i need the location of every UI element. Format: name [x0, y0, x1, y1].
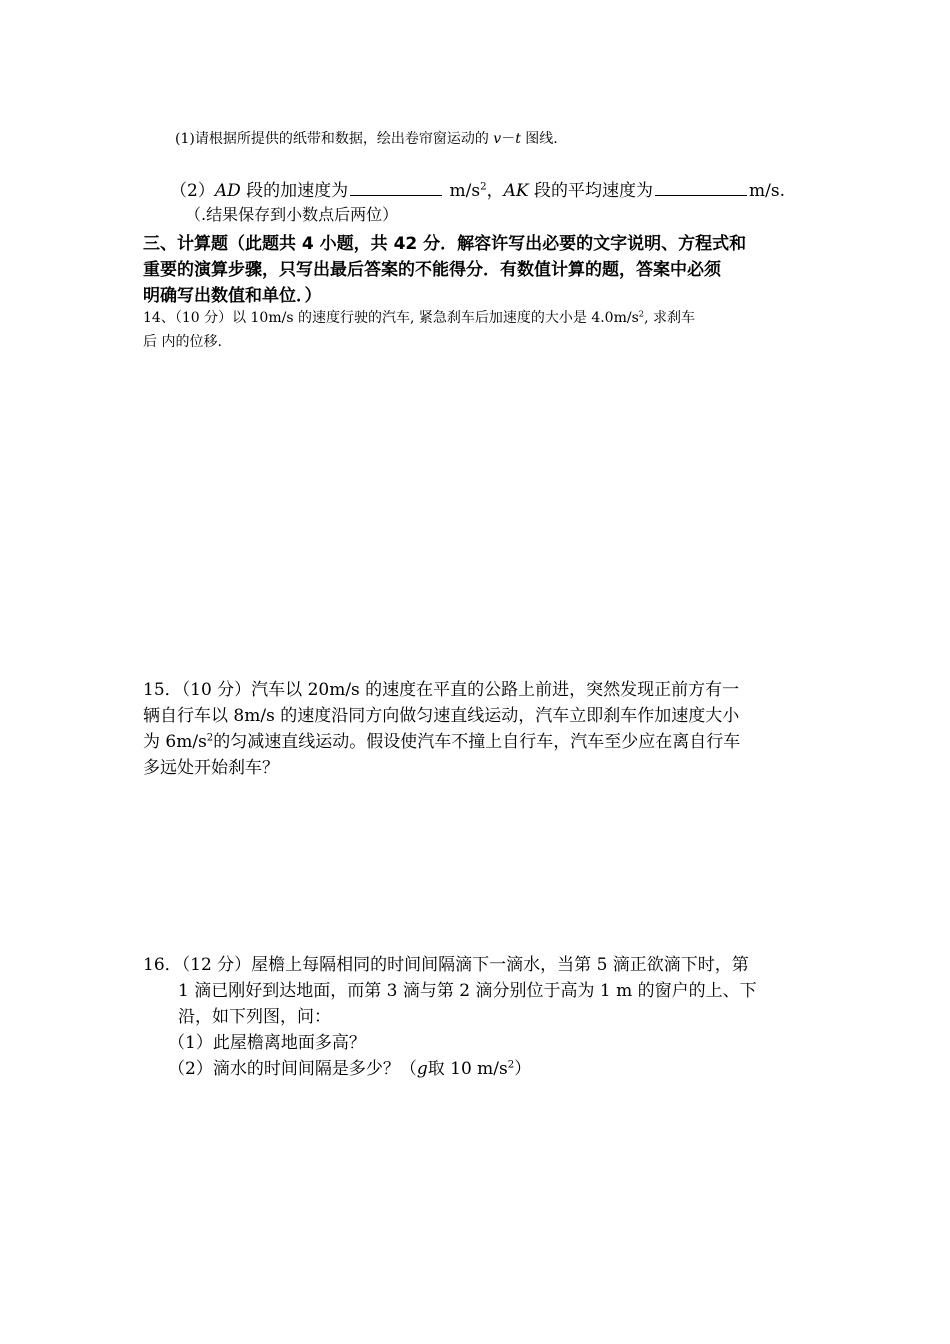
q16-sub2-exp: 2 [507, 1059, 515, 1071]
q13-note: （.结果保存到小数点后两位） [185, 205, 399, 224]
q16-line2: 1 滴已刚好到达地面，而第 3 滴与第 2 滴分别位于高为 1 m 的窗户的上、下 [178, 981, 757, 1001]
q13-part1-tail: 图线. [520, 131, 558, 147]
q13-answer-blank-b[interactable] [655, 194, 747, 196]
q16-line3: 沿，如下列图，问： [178, 1007, 331, 1027]
q15-line1: 15．（10 分）汽车以 20m/s 的速度在平直的公路上前进，突然发现正前方有一 [143, 680, 740, 700]
q13-exp-a: 2 [480, 181, 487, 193]
q13-seg-ak: AK [503, 181, 529, 201]
q15-line3-a: 为 6m/s [143, 732, 207, 752]
q15-line3-exp: 2 [206, 732, 214, 744]
q16-sub1: （1）此屋檐离地面多高？ [168, 1033, 366, 1053]
q15-line4: 多远处开始刹车？ [143, 758, 279, 778]
q15-line3-b: 的匀减速直线运动。假设使汽车不撞上自行车，汽车至少应在离自行车 [213, 732, 741, 752]
q16-line1: 16．（12 分）屋檐上每隔相同的时间间隔滴下一滴水，当第 5 滴正欲滴下时，第 [143, 955, 749, 975]
q13-part1 [175, 128, 558, 148]
section3-line2: 重要的演算步骤，只写出最后答案的不能得分．有数值计算的题，答案中必须 [143, 260, 721, 280]
q13-unit-b: m/s. [749, 181, 785, 201]
q13-var-v: v [493, 131, 502, 147]
q13-seg-ad: AD [214, 181, 241, 201]
q14-line2: 后 内的位移. [143, 334, 222, 350]
q13-var-t: t [515, 131, 521, 147]
q13-answer-blank-a[interactable] [350, 194, 442, 196]
q14-line1-a: 14、（10 分）以 10m/s 的速度行驶的汽车, 紧急刹车后加速度的大小是 4.0m/s [143, 310, 639, 326]
q13-part2 [170, 176, 785, 201]
q15-line2: 辆自行车以 8m/s 的速度沿同方向做匀速直线运动，汽车立即刹车作加速度大小 [143, 706, 740, 726]
q14-line1-exp: 2 [638, 308, 645, 319]
q13-comma: ， [486, 181, 504, 201]
q13-text-b: 段的平均速度为 [528, 181, 654, 201]
q13-text-a: 段的加速度为 [240, 181, 349, 201]
q15-line3 [143, 727, 740, 752]
q14-line1 [143, 307, 695, 327]
q16-sub2-a: （2）滴水的时间间隔是多少？（ [168, 1059, 417, 1079]
q16-sub2-c: ） [514, 1059, 532, 1079]
q16-sub2-b: 取 10 m/s [427, 1059, 508, 1079]
q14-line1-b: , 求刹车 [644, 310, 696, 326]
q13-dash: － [501, 131, 516, 147]
section3-line1: 三、计算题（此题共 4 小题，共 42 分．解容许写出必要的文字说明、方程式和 [143, 234, 747, 254]
q16-sub2 [168, 1054, 531, 1079]
q13-unit-a: m/s [444, 181, 481, 201]
section3-line3: 明确写出数值和单位．） [143, 286, 322, 306]
q13-part2-prefix: （2） [170, 181, 215, 201]
q13-part1-text: (1)请根据所提供的纸带和数据，绘出卷帘窗运动的 [175, 131, 494, 147]
q16-var-g: g [416, 1059, 428, 1079]
